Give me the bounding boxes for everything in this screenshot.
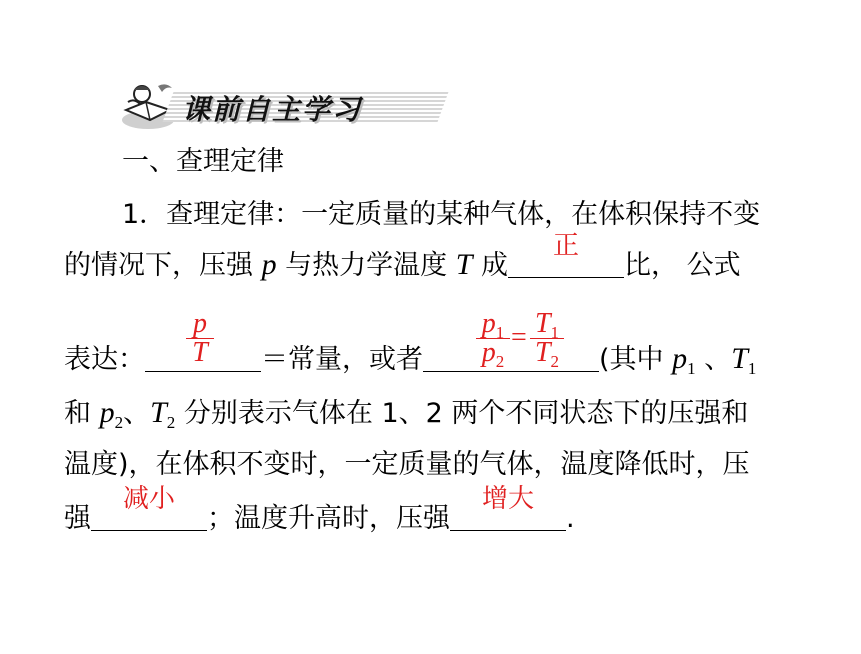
paragraph-line-4 xyxy=(64,396,748,431)
frac2-denominator xyxy=(476,337,510,371)
symbol-T: T xyxy=(455,248,473,281)
line2-text-d: 比， 公式 xyxy=(624,250,741,281)
sub-2b: 2 xyxy=(166,413,176,432)
line6-text-c: . xyxy=(566,503,575,534)
blank-zheng xyxy=(508,231,624,278)
line4-text-b: 、 xyxy=(123,398,151,429)
answer-zheng: 正 xyxy=(553,231,580,261)
symbol-p: p xyxy=(261,248,277,281)
blank-jianxiao xyxy=(91,484,207,531)
symbol-p2: p xyxy=(99,396,115,429)
blank-zengda xyxy=(450,484,566,531)
frac3-numerator xyxy=(530,308,564,342)
paragraph-line-3 xyxy=(64,342,756,377)
frac2-numerator xyxy=(476,308,510,342)
frac2-num-sub: 1 xyxy=(495,323,505,342)
frac2-den-sub: 2 xyxy=(495,352,505,371)
section-heading xyxy=(122,145,284,179)
frac3-num-sub: 1 xyxy=(550,323,560,342)
paragraph-line-2 xyxy=(64,231,741,283)
frac3-den-T: T xyxy=(534,337,551,368)
line6-text-b: ；温度升高时，压强 xyxy=(207,503,450,534)
frac3-denominator xyxy=(530,337,564,371)
answer-equals-sign: = xyxy=(511,322,527,353)
answer-zengda: 增大 xyxy=(481,484,534,514)
symbol-T2: T xyxy=(150,396,167,429)
section-banner xyxy=(118,80,448,132)
answer-fraction-T1-over-T2 xyxy=(530,308,564,371)
section-heading-text: 一、查理定律 xyxy=(122,146,284,177)
frac3-den-sub: 2 xyxy=(550,352,560,371)
sub-1b: 1 xyxy=(747,359,757,378)
paragraph-line-1 xyxy=(122,198,760,232)
line4-text-c: 分别表示气体在 1、2 两个不同状态下的压强和 xyxy=(175,398,749,429)
paragraph-line-6 xyxy=(64,484,575,536)
frac2-num-p: p xyxy=(481,308,496,339)
answer-fraction-p1-over-p2 xyxy=(476,308,510,371)
symbol-T1: T xyxy=(731,342,748,375)
line5-text: 温度)，在体积不变时，一定质量的气体，温度降低时，压 xyxy=(64,449,750,480)
line3-text-b: ＝常量，或者 xyxy=(261,344,423,375)
line1-text: 1．查理定律：一定质量的某种气体，在体积保持不变 xyxy=(122,199,761,230)
sub-1a: 1 xyxy=(687,359,696,378)
answer-fraction-p-over-T xyxy=(186,310,214,367)
line2-text-a: 的情况下，压强 xyxy=(64,250,262,281)
line4-text-a: 和 xyxy=(64,398,100,429)
frac3-num-T: T xyxy=(534,308,551,339)
sub-2a: 2 xyxy=(114,413,124,432)
frac1-numerator: p xyxy=(193,308,207,339)
line3-text-c: (其中 xyxy=(599,344,673,375)
line6-text-a: 强 xyxy=(64,503,91,534)
line3-text-a: 表达： xyxy=(64,344,145,375)
symbol-p1: p xyxy=(672,342,688,375)
line3-text-d: 、 xyxy=(695,344,732,375)
answer-jianxiao: 减小 xyxy=(122,484,175,514)
banner-title: 课前自主学习 xyxy=(182,93,363,126)
line2-text-b: 与热力学温度 xyxy=(276,250,456,281)
paragraph-line-5 xyxy=(64,448,750,482)
frac2-den-p: p xyxy=(481,337,496,368)
line2-text-c: 成 xyxy=(472,250,509,281)
frac1-denominator: T xyxy=(192,337,208,368)
